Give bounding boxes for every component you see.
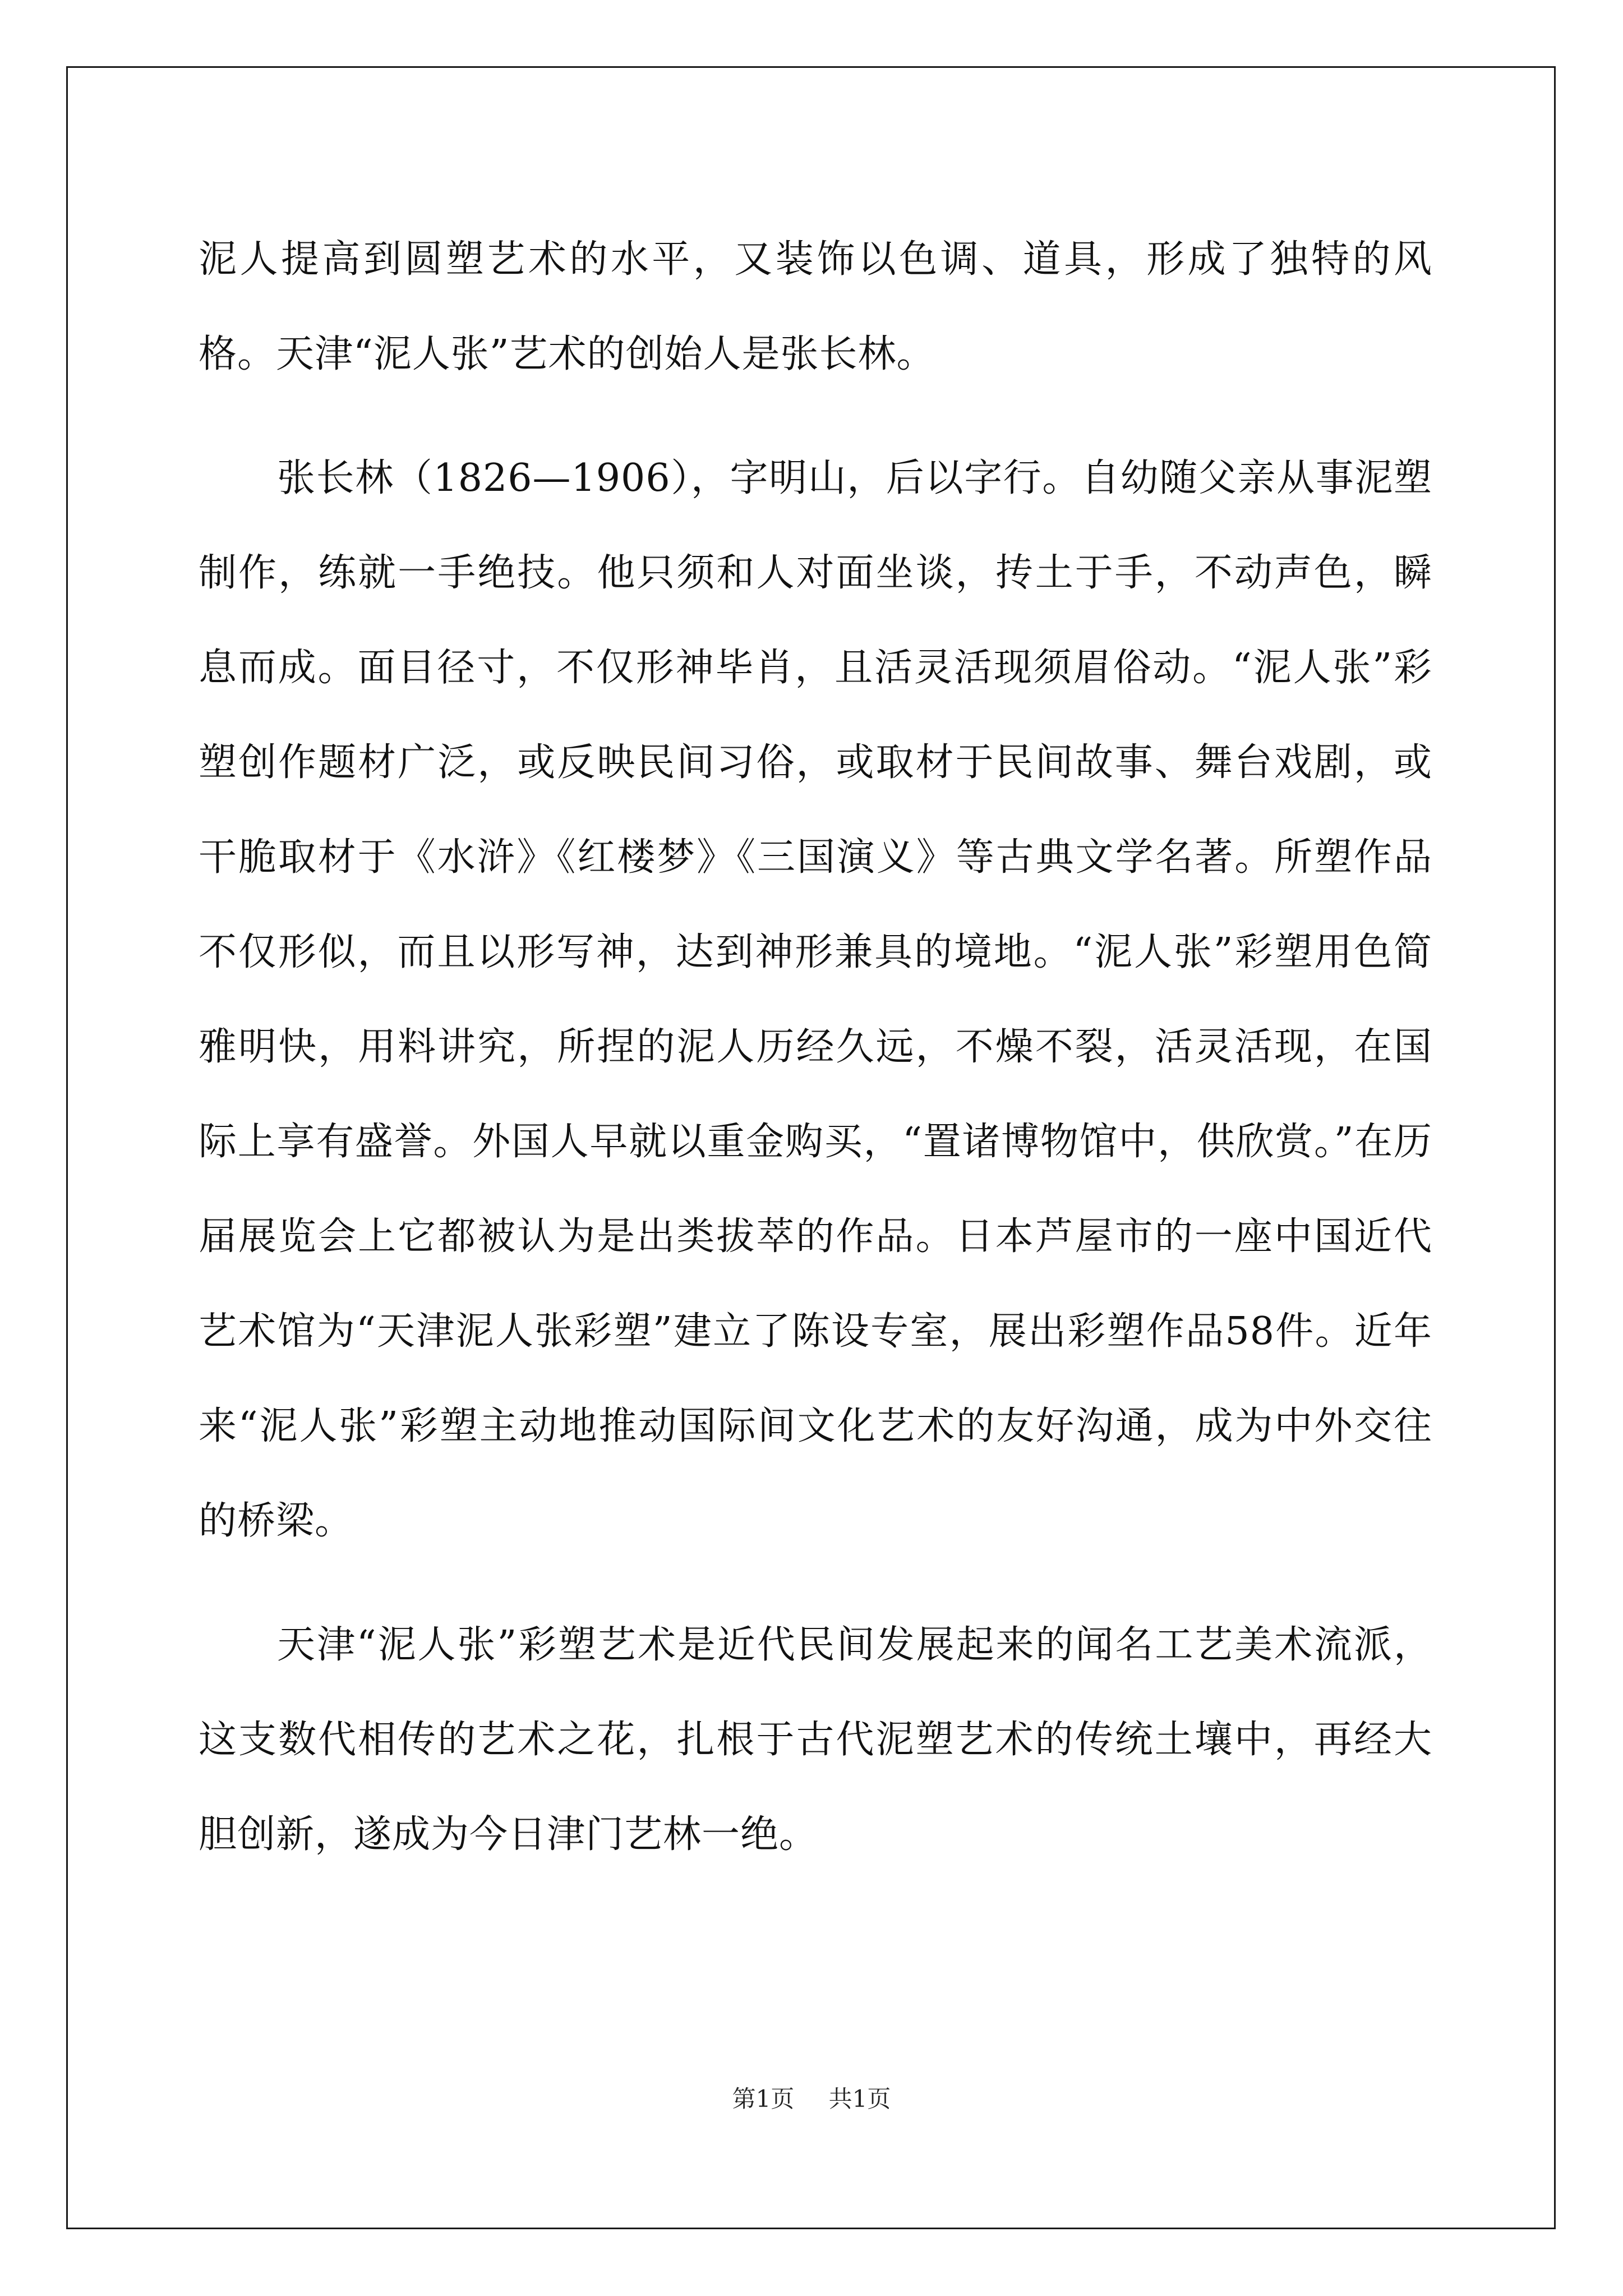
document-body — [199, 212, 1432, 1911]
paragraph-conclusion: 天津“泥人张”彩塑艺术是近代民间发展起来的闻名工艺美术流派，这支数代相传的艺术之花，扎根于古代泥塑艺术的传统土壤中，再经大胆创新，遂成为今日津门艺林一绝。 — [199, 1623, 1432, 1857]
paragraph-intro-continuation: 泥人提高到圆塑艺术的水平，又装饰以色调、道具，形成了独特的风格。天津“泥人张”艺术的创始人是张长林。 — [199, 237, 1432, 376]
page-total: 共1页 — [828, 2085, 891, 2113]
page-number: 第1页 — [732, 2085, 795, 2113]
page-footer — [0, 2082, 1623, 2116]
paragraph-zhang-changlin: 张长林（1826—1906），字明山，后以字行。自幼随父亲从事泥塑制作，练就一手绝技。他只须和人对面坐谈，抟土于手，不动声色，瞬息而成。面目径寸，不仅形神毕肖，且活灵活现须眉俗动。“泥人张”彩塑创作题材广泛，或反映民间习俗，或取材于民间故事、舞台戏剧，或干脆取材于《水浒》《红楼梦》《三国演义》等古典文学名著。所塑作品不仅形似，而且以形写神，达到神形兼具的境地。“泥人张”彩塑用色简雅明快，用料讲究，所捏的泥人历经久远，不燥不裂，活灵活现，在国际上享有盛誉。外国人早就以重金购买，“置诸博物馆中，供欣赏。”在历届展览会上它都被认为是出类拔萃的作品。日本芦屋市的一座中国近代艺术馆为“天津泥人张彩塑”建立了陈设专室，展出彩塑作品58件。近年来“泥人张”彩塑主动地推动国际间文化艺术的友好沟通，成为中外交往的桥梁。 — [199, 456, 1432, 1543]
